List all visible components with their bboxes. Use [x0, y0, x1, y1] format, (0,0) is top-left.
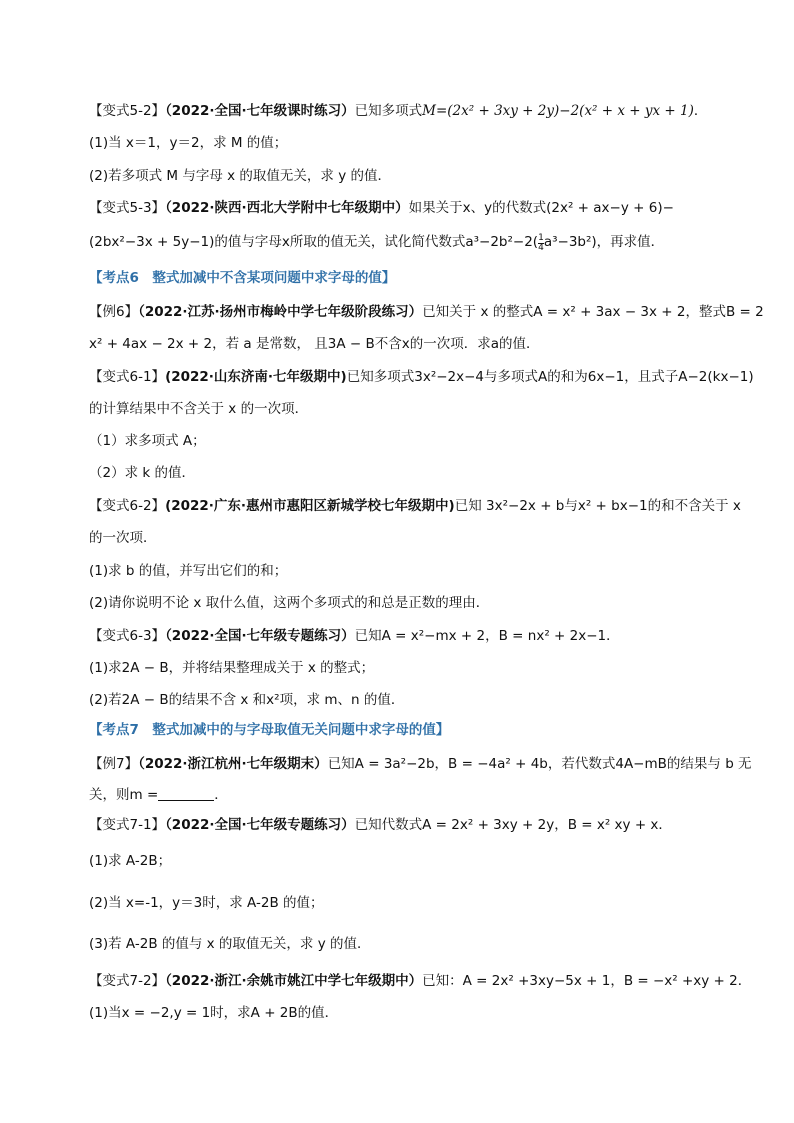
fraction-numerator: 1 [538, 233, 544, 243]
variant-6-1-stem [89, 367, 754, 387]
variant-tag: 【变式5-2】 [89, 103, 166, 119]
source: （2022·全国·七年级专题练习） [165, 817, 355, 833]
stem-text: 已知多项式3x²−2x−4与多项式A的和为6x−1，且式子A−2(kx−1) [346, 369, 754, 385]
variant-7-1-stem [89, 815, 729, 835]
variant-tag: 【变式6-2】 [89, 498, 166, 514]
source: (2022·广东·惠州市惠阳区新城学校七年级期中) [165, 498, 455, 514]
variant-6-1-line2: 的计算结果中不含关于 x 的一次项． [89, 401, 309, 417]
stem-text: 已知A = 3a²−2b，B = −4a² + 4b，若代数式4A−mB的结果与 b 无 [327, 756, 752, 772]
variant-5-3-stem [89, 198, 729, 218]
variant-tag: 【变式7-1】 [89, 817, 166, 833]
example-6-stem [89, 302, 764, 322]
question-1: (1)求2A − B，并将结果整理成关于 x 的整式； [89, 660, 375, 676]
example-7-stem [89, 754, 752, 774]
example-6-line2: x² + 4ax − 2x + 2，若 a 是常数， 且3A − B不含x的一次项．求a的值． [89, 336, 540, 352]
source: （2022·浙江杭州·七年级期末） [138, 756, 328, 772]
question-1: (1)当 x＝1，y＝2，求 M 的值； [89, 135, 288, 151]
question-1: （1）求多项式 A； [89, 433, 206, 449]
source: （2022·陕西·西北大学附中七年级期中） [165, 200, 409, 216]
question-1: (1)求 A-2B； [89, 853, 172, 869]
question-1: (1)求 b 的值，并写出它们的和； [89, 563, 288, 579]
variant-tag: 【变式6-1】 [89, 369, 166, 385]
variant-tag: 【变式5-3】 [89, 200, 166, 216]
question-1: (1)当x = −2,y = 1时，求A + 2B的值． [89, 1005, 339, 1021]
stem-text: 已知关于 x 的整式A = x² + 3ax − 3x + 2，整式B = 2 [422, 304, 764, 320]
question-2: (2)请你说明不论 x 取什么值，这两个多项式的和总是正数的理由． [89, 595, 490, 611]
answer-blank[interactable] [158, 786, 214, 801]
example-tag: 【例6】 [89, 304, 139, 320]
fraction-denominator: 4 [538, 243, 544, 253]
stem-text: 已知多项式 [354, 103, 423, 119]
variant-7-2-stem [89, 971, 752, 991]
variant-6-2-line2: 的一次项． [89, 530, 157, 546]
question-2: (2)当 x=-1，y＝3时，求 A-2B 的值； [89, 895, 324, 911]
stem-end: ． [214, 787, 228, 803]
stem-text: 已知代数式A = 2x² + 3xy + 2y，B = x² xy + x． [354, 817, 672, 833]
source: （2022·全国·七年级课时练习） [165, 103, 355, 119]
stem-end: ． [693, 103, 708, 119]
stem-text: (2bx²−3x + 5y−1)的值与字母x所取的值无关，试化简代数式a³−2b²−2( [89, 234, 539, 250]
source: （2022·全国·七年级专题练习） [165, 628, 355, 644]
example-7-line2 [89, 785, 729, 805]
example-tag: 【例7】 [89, 756, 139, 772]
question-2: (2)若多项式 M 与字母 x 的取值无关，求 y 的值． [89, 168, 391, 184]
question-2: (2)若2A − B的结果不含 x 和x²项，求 m、n 的值． [89, 692, 405, 708]
variant-5-2-stem [89, 101, 729, 121]
stem-text: 已知 3x²−2x + b与x² + bx−1的和不含关于 x [454, 498, 741, 514]
stem-text: 已知A = x²−mx + 2，B = nx² + 2x−1． [354, 628, 620, 644]
section-heading: 【考点6 整式加减中不含某项问题中求字母的值】 [89, 270, 396, 286]
variant-6-3-stem [89, 626, 729, 646]
stem-text: 已知：A = 2x² +3xy−5x + 1，B = −x² +xy + 2． [422, 973, 752, 989]
source: （2022·江苏·扬州市梅岭中学七年级阶段练习） [138, 304, 423, 320]
formula: M=(2x² + 3xy + 2y)−2(x² + x + yx + 1) [422, 103, 694, 119]
source: （2022·浙江·余姚市姚江中学七年级期中） [165, 973, 423, 989]
variant-tag: 【变式6-3】 [89, 628, 166, 644]
question-2: （2）求 k 的值． [89, 465, 195, 481]
variant-6-2-stem [89, 496, 741, 516]
stem-text: a³−3b²)，再求值． [543, 234, 665, 250]
question-3: (3)若 A-2B 的值与 x 的取值无关，求 y 的值． [89, 936, 371, 952]
variant-tag: 【变式7-2】 [89, 973, 166, 989]
stem-text: 如果关于x、y的代数式(2x² + ax−y + 6)− [408, 200, 674, 216]
source: (2022·山东济南·七年级期中) [165, 369, 347, 385]
stem-text: 关，则m = [89, 787, 159, 803]
section-heading: 【考点7 整式加减中的与字母取值无关问题中求字母的值】 [89, 722, 450, 738]
variant-5-3-line2 [89, 232, 729, 253]
